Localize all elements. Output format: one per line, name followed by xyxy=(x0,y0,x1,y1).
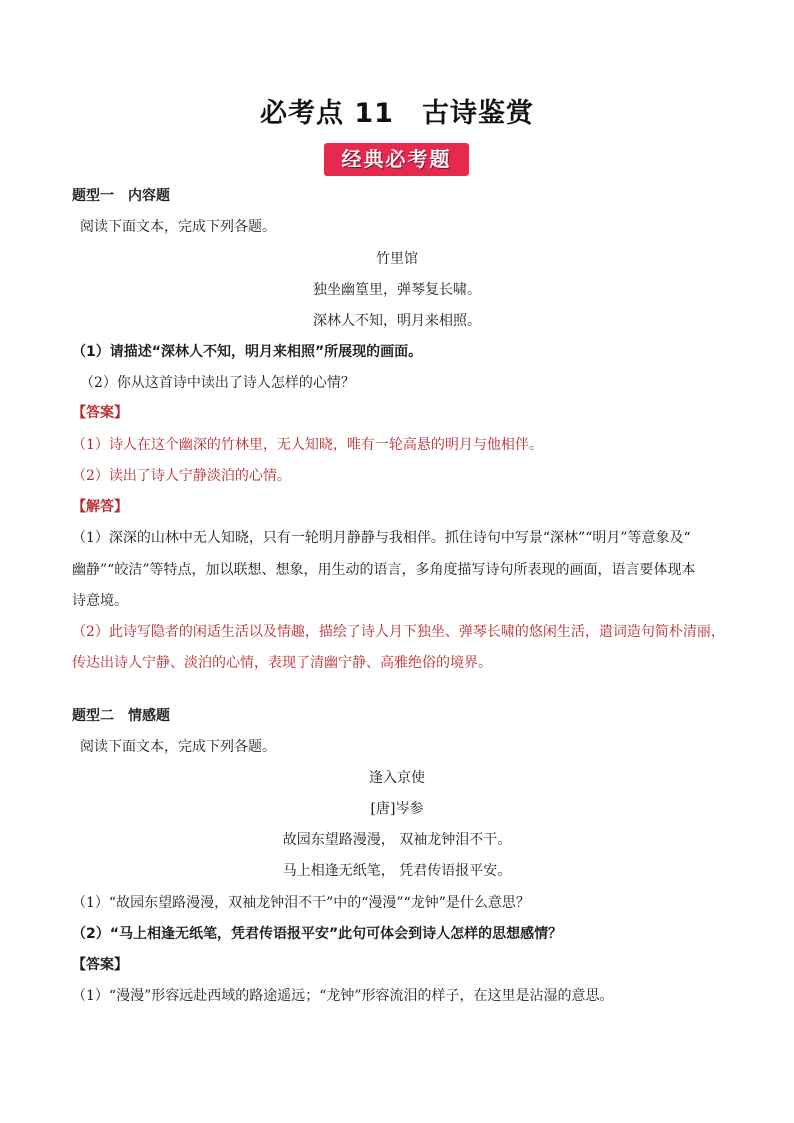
classic-exam-badge: 经典必考题 xyxy=(324,143,469,176)
section1-analysis-line: 幽静”“皎洁”等特点，加以联想、想象，用生动的语言，多角度描写诗句所表现的画面，语言要体现本 xyxy=(72,562,696,578)
section1-question2: （2）你从这首诗中读出了诗人怎样的心情？ xyxy=(80,375,355,391)
section2-question1: （1）“故园东望路漫漫，双袖龙钟泪不干”中的“漫漫”“龙钟”是什么意思？ xyxy=(72,895,530,911)
section2-answer: （1）“漫漫”形容远赴西域的路途遥远；“龙钟”形容流泪的样子，在这里是沾湿的意思。 xyxy=(72,988,614,1004)
section1-analysis-line: （1）深深的山林中无人知晓，只有一轮明月静静与我相伴。抓住诗句中写景“深林”“明月”等意象及“ xyxy=(72,530,691,546)
section1-analysis-label: 【解答】 xyxy=(72,499,128,515)
section2-answer-label: 【答案】 xyxy=(72,957,128,973)
section1-answer: （1）诗人在这个幽深的竹林里，无人知晓，唯有一轮高悬的明月与他相伴。 xyxy=(72,437,543,453)
poem2-line: 故园东望路漫漫， 双袖龙钟泪不干。 xyxy=(282,832,512,848)
section2-instruction: 阅读下面文本，完成下列各题。 xyxy=(80,739,276,755)
poem2-line: 马上相逢无纸笔， 凭君传语报平安。 xyxy=(282,863,512,879)
section1-analysis-line: 诗意境。 xyxy=(72,593,128,609)
section1-question1: （1）请描述“深林人不知，明月来相照”所展现的画面。 xyxy=(72,344,423,360)
section2-heading: 题型二 情感题 xyxy=(72,708,170,724)
poem1-title: 竹里馆 xyxy=(376,251,418,267)
section1-heading: 题型一 内容题 xyxy=(72,188,170,204)
poem2-title: 逢入京使 xyxy=(369,770,425,786)
section1-analysis-line: 传达出诗人宁静、淡泊的心情，表现了清幽宁静、高雅绝俗的境界。 xyxy=(72,655,492,671)
section1-answer: （2）读出了诗人宁静淡泊的心情。 xyxy=(72,468,291,484)
page-title: 必考点 11 古诗鉴赏 xyxy=(260,98,534,129)
section1-instruction: 阅读下面文本，完成下列各题。 xyxy=(80,219,276,235)
section2-question2: （2）“马上相逢无纸笔，凭君传语报平安”此句可体会到诗人怎样的思想感情？ xyxy=(72,926,563,942)
section1-analysis-line: （2）此诗写隐者的闲适生活以及情趣，描绘了诗人月下独坐、弹琴长啸的悠闲生活，遣词造句简朴清丽， xyxy=(72,624,725,640)
poem1-line: 独坐幽篁里，弹琴复长啸。 xyxy=(313,282,481,298)
poem1-line: 深林人不知，明月来相照。 xyxy=(313,313,481,329)
section1-answer-label: 【答案】 xyxy=(72,405,128,421)
poem2-author: [唐]岑参 xyxy=(370,801,424,817)
